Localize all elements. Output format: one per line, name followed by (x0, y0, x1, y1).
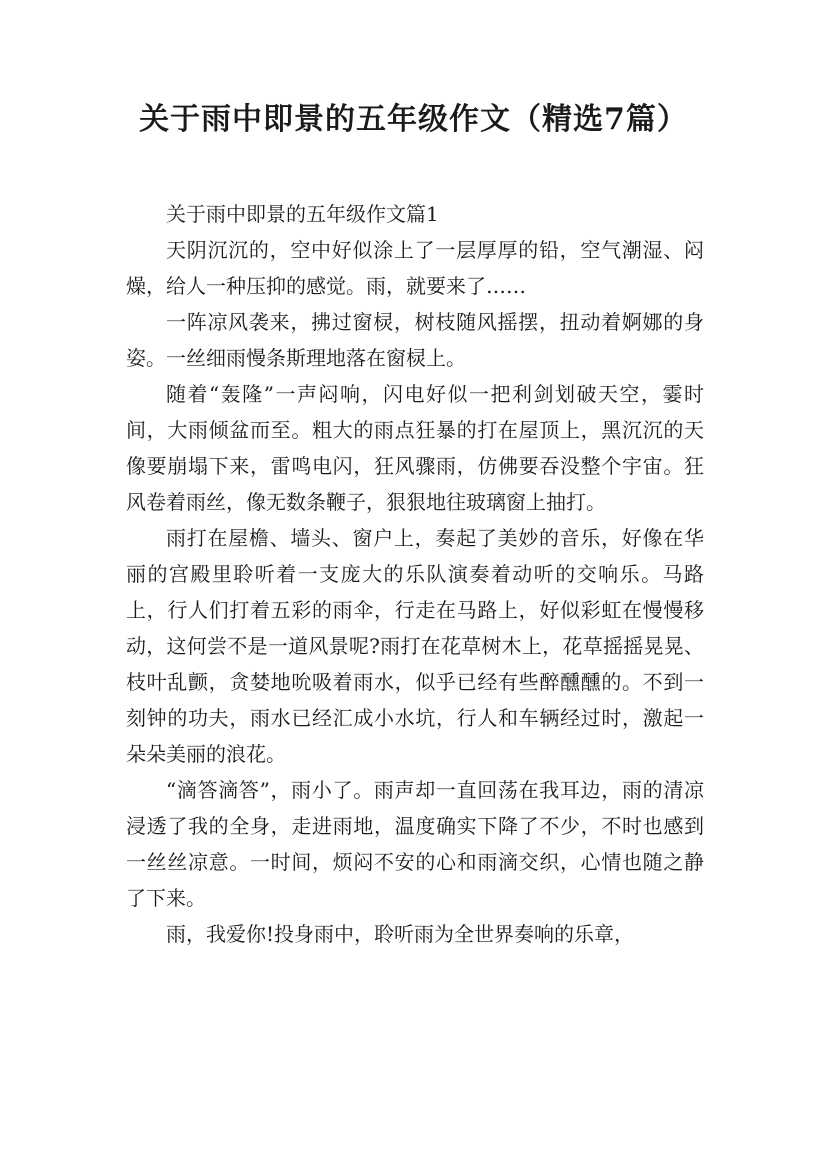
paragraph-6: 雨，我爱你!投身雨中，聆听雨为全世界奏响的乐章， (166, 922, 635, 946)
section-heading: 关于雨中即景的五年级作文篇1 (166, 202, 439, 226)
document-body (126, 196, 704, 952)
paragraph-3: 随着“轰隆”一声闷响，闪电好似一把利剑划破天空，霎时间，大雨倾盆而至。粗大的雨点狂暴的打在屋顶上，黑沉沉的天像要崩塌下来，雷鸣电闪，狂风骤雨，仿佛要吞没整个宇宙。狂风卷着雨丝，像无数条鞭子，狠狠地往玻璃窗上抽打。 (126, 382, 704, 514)
paragraph-5: “滴答滴答”，雨小了。雨声却一直回荡在我耳边，雨的清凉浸透了我的全身，走进雨地，温度确实下降了不少，不时也感到一丝丝凉意。一时间，烦闷不安的心和雨滴交织，心情也随之静了下来。 (126, 778, 704, 910)
paragraph-1: 天阴沉沉的，空中好似涂上了一层厚厚的铅，空气潮湿、闷燥，给人一种压抑的感觉。雨，就要来了…… (126, 238, 704, 298)
paragraph-4: 雨打在屋檐、墙头、窗户上，奏起了美妙的音乐，好像在华丽的宫殿里聆听着一支庞大的乐队演奏着动听的交响乐。马路上，行人们打着五彩的雨伞，行走在马路上，好似彩虹在慢慢移动，这何尝不是一道风景呢?雨打在花草树木上，花草摇摇晃晃、枝叶乱颤，贪婪地吮吸着雨水，似乎已经有些醉醺醺的。不到一刻钟的功夫，雨水已经汇成小水坑，行人和车辆经过时，激起一朵朵美丽的浪花。 (126, 526, 704, 766)
document-title: 关于雨中即景的五年级作文（精选7篇） (139, 102, 688, 137)
paragraph-2: 一阵凉风袭来，拂过窗棂，树枝随风摇摆，扭动着婀娜的身姿。一丝细雨慢条斯理地落在窗棂上。 (126, 310, 704, 370)
